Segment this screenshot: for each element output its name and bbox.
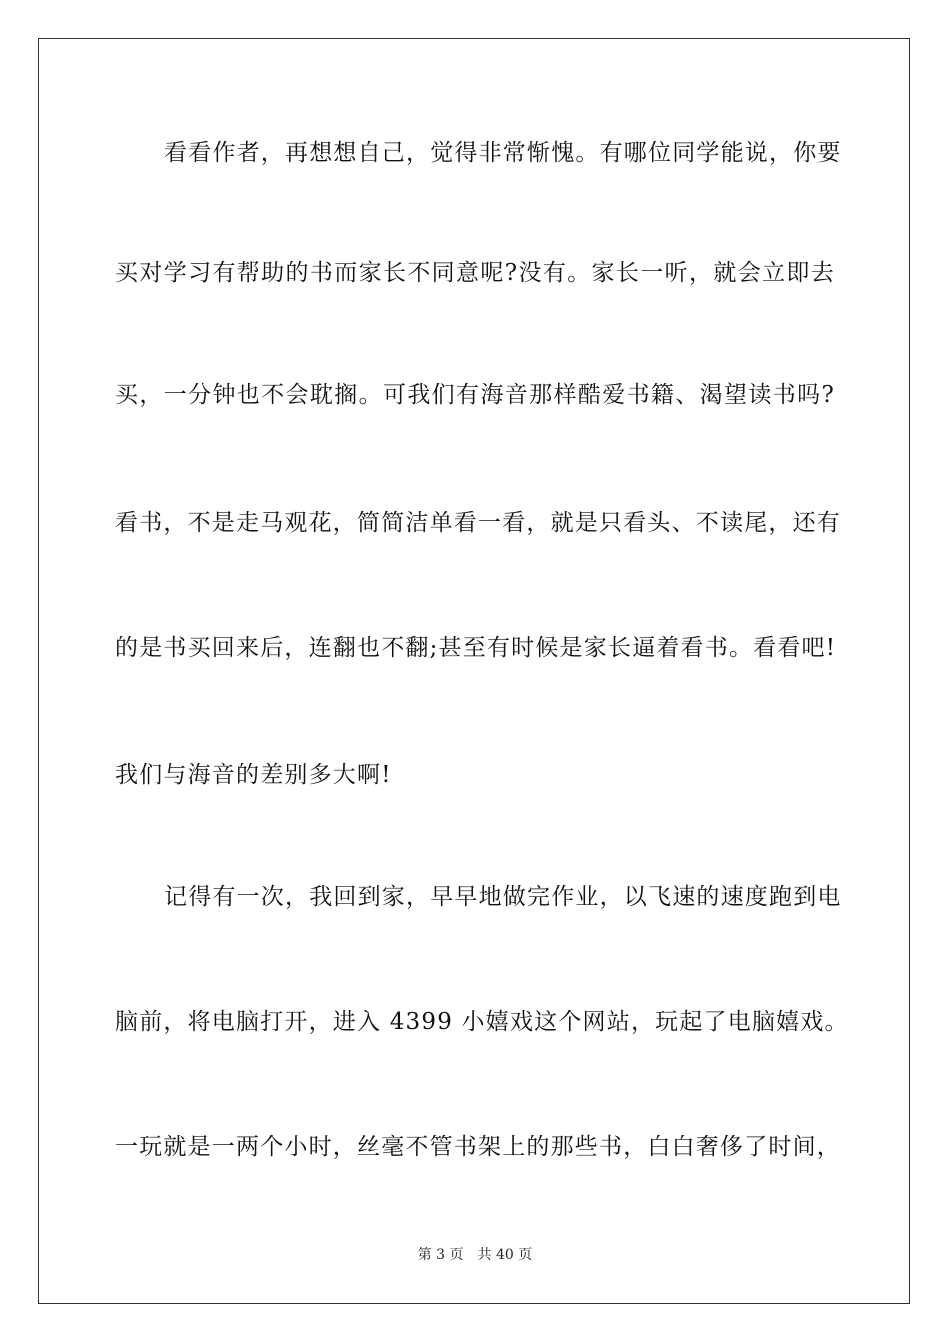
page-number: 第 3 页: [417, 1247, 464, 1263]
text-line: 我们与海音的差别多大啊!: [115, 762, 392, 788]
text-line: 的是书买回来后，连翻也不翻;甚至有时候是家长逼着看书。看看吧!: [115, 635, 837, 661]
text-line: 看看作者，再想想自己，觉得非常惭愧。有哪位同学能说，你要: [164, 140, 842, 166]
total-pages: 共 40 页: [477, 1247, 533, 1263]
text-line: 脑前，将电脑打开，进入 4399 小嬉戏这个网站，玩起了电脑嬉戏。: [115, 1009, 849, 1035]
text-line: 买对学习有帮助的书而家长不同意呢?没有。家长一听，就会立即去: [115, 260, 835, 286]
page-footer: [0, 1246, 950, 1264]
text-line: 记得有一次，我回到家，早早地做完作业，以飞速的速度跑到电: [164, 884, 842, 910]
text-line: 一玩就是一两个小时，丝毫不管书架上的那些书，白白奢侈了时间，: [115, 1134, 841, 1160]
text-line: 看书，不是走马观花，简简洁单看一看，就是只看头、不读尾，还有: [115, 510, 841, 536]
page-frame: [38, 38, 910, 1304]
text-line: 买，一分钟也不会耽搁。可我们有海音那样酷爱书籍、渴望读书吗?: [115, 382, 835, 408]
